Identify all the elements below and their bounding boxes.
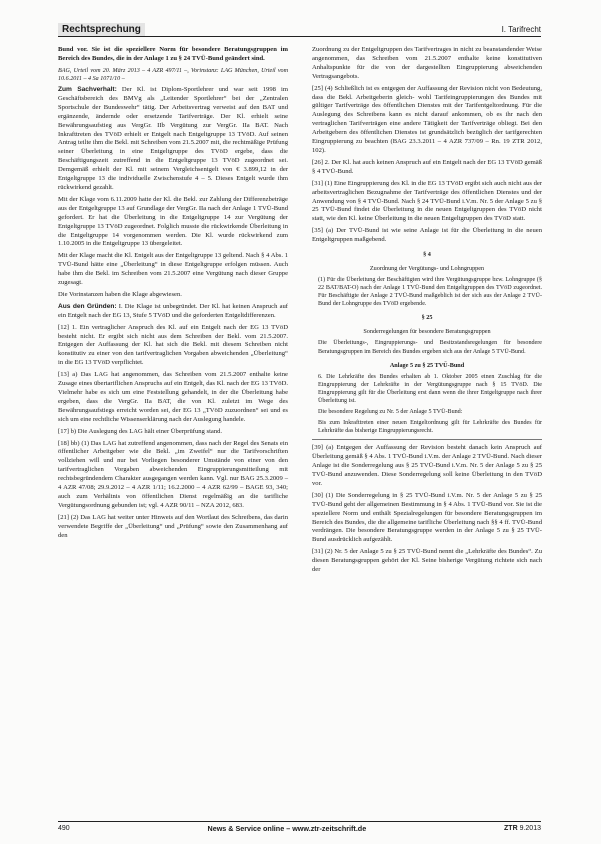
facts-heading: Zum Sachverhalt: [58,86,117,93]
statute-section-number: § 25 [421,314,433,322]
left-column [58,46,288,544]
facts-paragraph [58,86,288,193]
annex-note: Die besondere Regelung zu Nr. 5 der Anlage 5 TVÜ-Bund: [318,408,463,415]
body-paragraph: Die Vorinstanzen haben die Klage abgewiesen. [58,290,182,298]
facts-text: Der Kl. ist Diplom-Sportlehrer und war seit 1998 im Geschäftsbereich des BMVg als „Leitender Sportlehrer“ bei der „Zentralen Sportschule der Bundeswehr“ tätig. Der Arbeitsvertrag verweist auf den BAT und ergänzende, ändernde oder ersetzende Tarifverträge. Der Kl. erhielt seine Bewährungsaufstieg aus VergGr. IIb Vergütung zur VergGr. IIa BAT. Nach Inkrafttreten des TVöD erhielt er Entgelt nach Entgeltgruppe 13 TVöD. Auf seinen Antrag teilte ihm die Bekl. mit Schreiben vom 21.5.2007 mit, die rechtmäßige Prüfung seiner Überleitung in eine Entgeltgruppe des TVöD ergebe, dass die Beschäftigungszeit zutreffend in die Entgeltgruppe 13 TVöD zugeordnet sei. Demgemäß erhielt der Kl. mit seinem Vergleichsentgelt von € 3.899,12 in der Entgeltgruppe 13 die individuelle Zwischenstufe 4 – 5. Dieses Entgelt wurde ihm rückwirkend gezahlt. [58,86,288,191]
headnote: Bund vor. Sie ist die speziellere Norm für besondere Beratungsgruppen im Bereich des Bundes, die in der Anlage 1 zu § 24 TVÜ-Bund geändert sind. [58,46,288,62]
body-paragraph: [35] (a) Der TVÜ-Bund ist wie seine Anlage ist für die Überleitung in die neuen Entgeltgruppen maßgebend. [312,227,542,244]
body-paragraph: [18] bb) (1) Das LAG hat zutreffend angenommen, dass nach der Regel des Senats ein öffentlicher Arbeitgeber wie die Bekl. „im Zweifel“ nur die Tarifvorschriften vollziehen will und nur bei Vorliegen besonderer Umstände von einer von den tarifvertraglichen Vorgaben abweichenden Eingruppierungsmitteilung mit rechtsbegründendem Charakter ausgegangen werden kann. Vgl. nur BAG 25.3.2009 – 4 AZR 47/08; 29.9.2012 – 4 AZR 1/11; 16.2.2000 – 4 AZR 62/99 – BAGE 93, 340; auch zum Verhältnis von öffentlichen Dienst regelmäßig an die tarifliche Vergütungsordnung gebunden ist; vgl. 4 AZR 90/11 – NZA 2012, 683. [58,439,288,509]
statute-section-number: § 4 [423,251,431,259]
reasons-heading: Aus den Gründen: [58,302,117,310]
citation: BAG, Urteil vom 20. März 2013 – 4 AZR 497/11 –, Vorinstanz: LAG München, Urteil vom 10.6.2011 – 4 Sa 1071/10 – [58,67,288,82]
body-paragraph: [17] b) Die Auslegung des LAG hält einer Überprüfung stand. [58,427,223,435]
section-category: I. Tarifrecht [501,25,541,34]
body-paragraph: [31] (2) Nr. 5 der Anlage 5 zu § 25 TVÜ-Bund nennt die „Lehrkräfte des Bundes“. Zu diesen Beratungsgruppen gehört der Kl. Seine bisherige Vergütung richtete sich nach der [312,548,542,574]
statute-text: (1) Für die Überleitung der Beschäftigten wird ihre Vergütungsgruppe bzw. Lohngruppe (§ 22 BAT/BAT-O) nach der Anlage 1 TVÜ-Bund den Entgeltgruppen des TVöD zugeordnet. Für Beschäftigte der Anlage 2 TVÜ-Bund maßgeblich ist der sich aus der Anlage 2 TVÜ-Bund der Lohngruppe des TVöD ergebende. [318,277,542,308]
body-paragraph: [30] (1) Die Sonderregelung in § 25 TVÜ-Bund i.V.m. Nr. 5 der Anlage 5 zu § 25 TVÜ-Bund geht der allgemeinen Bestimmung in § 4 Abs. 1 TVÜ-Bund vor. Sie ist die speziellere Norm und enthält Spezialregelungen für besondere Beratungsgruppen im Bereich des Bundes, die die allgemeine tarifliche Überleitung nach §§ 4 ff. TVÜ-Bund verdrängen. Die besondere Beratungsgruppe werden in der Anlage 5 zu § 25 TVÜ-Bund ausdrücklich aufgezählt. [312,491,542,544]
body-paragraph: [13] a) Das LAG hat angenommen, das Schreiben vom 21.5.2007 enthalte keine Zusage eines übertariflichen Anspruchs auf ein Entgelt, das Kl. nach der EG 13 TVöD. Vielmehr habe es sich um eine Feststellung gehandelt, in der die Überleitung habe ergeben, dass die VergGr. IIa BAT, die von Kl. zuletzt im Wege des Bewährungsaufstiegs erreicht worden sei, der EG 13 „TVöD zuzuordnen“ sei und es sich um eine rechtliche Wissenserklärung nach der Auslegung handele. [58,371,288,423]
running-header [58,22,541,37]
body-paragraph: [39] (a) Entgegen der Auffassung der Revision besteht danach kein Anspruch auf Überleitung gemäß § 4 Abs. 1 TVÜ-Bund i.V.m. der Anlage 2 TVÜ-Bund. Nach dieser Anlage ist die Sonderregelung aus § 25 TVÜ-Bund i.V.m. Nr. 5 der Anlage 5 zu § 25 TVÜ-Bund anzuwenden. Diese Sonderregelung soll keine Überleitung in den TVöD vor. [312,444,542,487]
body-paragraph: [26] 2. Der Kl. hat auch keinen Anspruch auf ein Entgelt nach der EG 13 TVöD gemäß § 4 TVÜ-Bund. [312,158,542,175]
body-paragraph: Zuordnung zu der Entgeltgruppen des Tarifvertrages in nicht zu beanstandender Weise angenommen, das Schreiben vom 21.5.2007 enthalte keine konstitutiven Anhaltspunkte für die von der dargestellten Eingruppierung abweichenden Vertragsangebots. [312,46,542,80]
issue-number: 9.2013 [519,824,541,832]
divider [312,439,542,440]
statute-section-title: Zuordnung der Vergütungs- und Lohngruppen [369,265,485,273]
annex-title: Anlage 5 zu § 25 TVÜ-Bund [389,361,465,369]
annex-text: 6. Die Lehrkräfte des Bundes erhalten ab 1. Oktober 2005 einen Zuschlag für die Eingruppierung der Lehrkräfte in der Vergütungsgruppe nach § 15 TVöD. Die Eingruppierung gilt für die Überleitung erst dann wenn die ihrer Entgeltgruppe nach ihrer Überleitung ist. [318,373,542,404]
section-label: Rechtsprechung [58,23,145,36]
reasons-paragraph [58,303,288,321]
page-number: 490 [58,824,70,832]
body-paragraph: [12] 1. Ein vertraglicher Anspruch des Kl. auf ein Entgelt nach der EG 13 TVöD besteht nicht. Er ergibt sich nicht aus dem Schreiben der Bekl. vom 21.5.2007. Entgegen der Auffassung der Kl. hat sich die Bekl. mit diesem Schreiben nicht konstitutiv zu einer von den tarifvertraglichen Vorgaben abweichenden „Überleitung“ in die EG 13 TVöD verpflichtet. [58,323,288,367]
statute-section-title: Sonderregelungen für besondere Beratungsgruppen [363,328,491,336]
body-paragraph: [25] (4) Schließlich ist es entgegen der Auffassung der Revision nicht von Bedeutung, dass die Bekl. Arbeitgeberin gleich- wohl Tarifeingruppierungen des Bundes mit gültiger Tarifverträge des öffentlichen Dienstes mit der Tarifentgeltordnung. Für die Auslegung des Schreibens kann es nicht darauf ankommen, ob es ihr nach den vertraglichen Tarifverträgen eine andere Tätigkeit der Tarifverträge obliegt. Bei den Arbeitgebern des öffentlichen Dienstes ist grundsätzlich bezüglich der tarifgerechten Eingruppierung zu beachten (BAG 23.3.2011 – 4 AZR 737/09 – Rn. 19 ZTR 2012, 102). [312,84,542,154]
journal-abbrev: ZTR [504,824,518,832]
footer-website: News & Service online – www.ztr-zeitschrift.de [207,823,367,833]
right-column [312,46,542,578]
reasons-text: I. Die Klage ist unbegründet. Der Kl. hat keinen Anspruch auf ein Entgelt nach der EG 13, Stufe 5 TVöD und die geforderten Entgeltdifferenzen. [58,302,289,319]
page-footer [58,821,541,834]
statute-text: Die Überleitungs-, Eingruppierungs- und Besitzstandsregelungen für besondere Beratungsgruppen im Bereich des Bundes ergeben sich aus der Anlage 5 TVÜ-Bund. [318,340,542,355]
body-paragraph: Mit der Klage macht die Kl. Entgelt aus der Entgeltgruppe 13 geltend. Nach § 4 Abs. 1 TVÜ-Bund hätte eine „Überleitung“ in diese Entgeltgruppe erfolgen müssen. Auch habe ihm die Bekl. im Schreiben vom 21.5.2007 eine Vergütung nach dieser Gruppe zugesagt. [58,252,288,287]
issue-info [504,825,541,832]
body-paragraph: [31] (1) Eine Eingruppierung des Kl. in die EG 13 TVöD ergibt sich auch nicht aus der arbeitsvertraglichen Bezugnahme der Tarifverträge des öffentlichen Dienstes und der Anwendung von § 4 TVÜ-Bund. Nach § 24 TVÜ-Bund i.V.m. Nr. 5 der Anlage 5 zu § 25 TVÜ-Bund findet die Überleitung in die neuen Entgeltgruppen des TVöD nicht statt, wie den Kl. keine Überleitung in die neuen Entgeltgruppen des TVöD statt. [312,179,542,223]
body-paragraph: Mit der Klage vom 6.11.2009 hatte der Kl. die Bekl. zur Zahlung der Differenzbeträge aus der Entgeltgruppe 13 auf Grundlage der VergGr. IIa nach der Anlage 1 TVÜ-Bund gefordert. Er hat die Überleitung in die Entgeltgruppe 14 zur Vergütung der Entgeltgruppe 13 TVöD zugeordnet. Folglich musste die rückwirkende Überleitung in die Entgeltgruppe 14 vorgenommen werden. Die Kl. wurde rückwirkend zum 1.10.2005 in die Entgeltgruppe 13 übergeleitet. [58,195,288,248]
annex-note: Bis zum Inkrafttreten einer neuen Entgeltordnung gilt für Lehrkräfte des Bundes für Lehrkräfte das bisherige Eingruppierungsrecht. [318,420,542,435]
body-paragraph: [21] (2) Das LAG hat weiter unter Hinweis auf den Wortlaut des Schreibens, das darin verwendete Begriffe der „Überleitung“ und „Prüfung“ sowie den Zusammenhang auf den [58,513,288,539]
